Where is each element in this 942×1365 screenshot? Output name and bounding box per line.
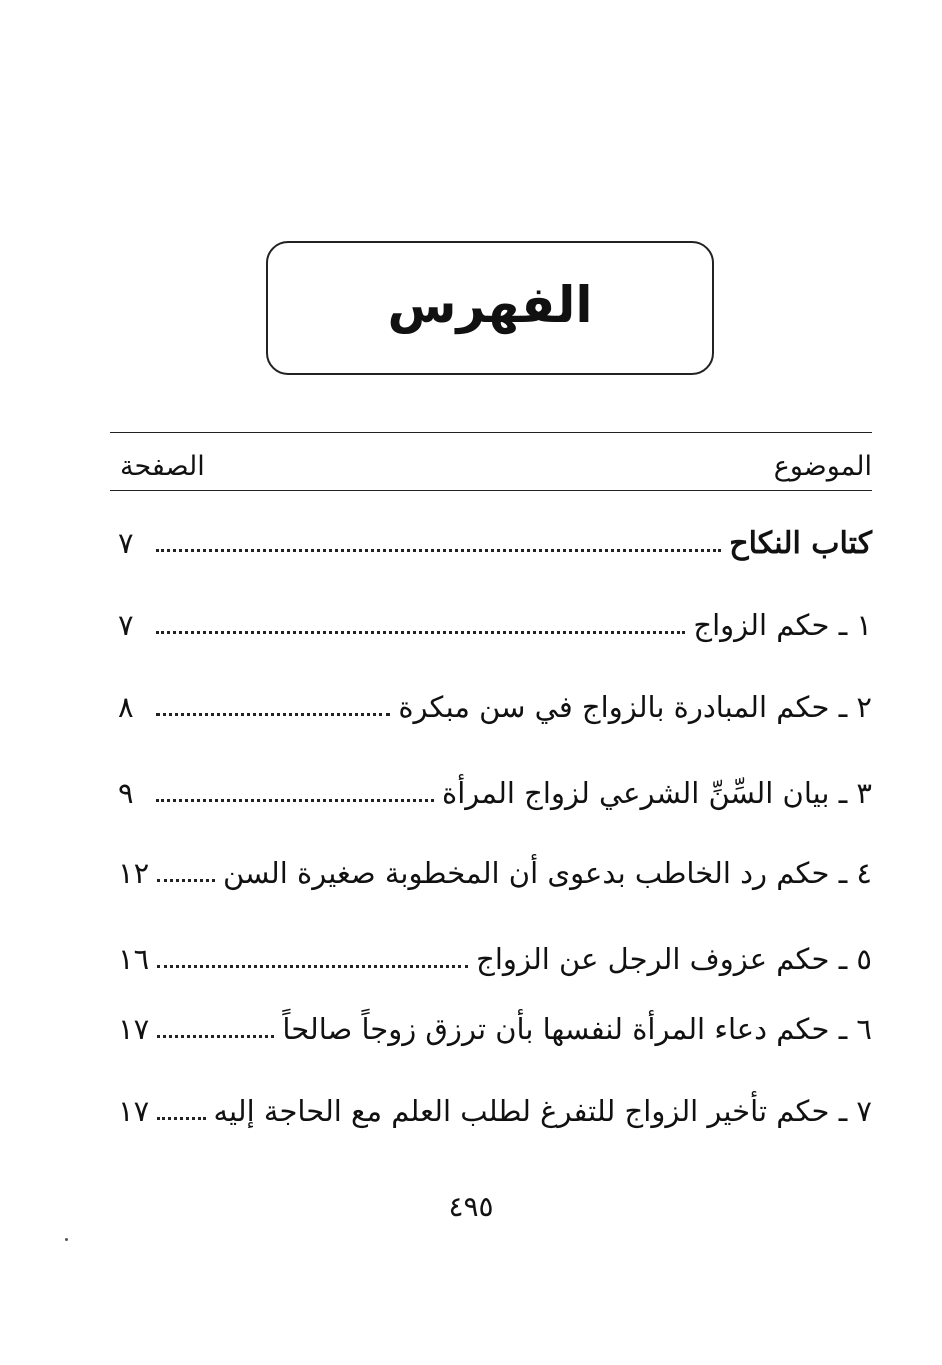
header-top-rule [110,432,872,433]
toc-entry-title: ١ ـ حكم الزواج [693,608,872,642]
dot-leader [156,549,721,552]
dot-leader [156,799,434,802]
title-box [266,241,714,375]
toc-entry-page: ١٢ [118,856,150,890]
dot-leader [156,713,390,716]
dot-leader [157,1117,205,1120]
toc-entry [110,768,872,818]
toc-entry-page: ٧ [118,526,134,560]
toc-entry-page: ٩ [118,776,134,810]
toc-entry-page: ١٧ [118,1012,150,1046]
toc-entry-title: ٦ ـ حكم دعاء المرأة لنفسها بأن ترزق زوجاً صالحاً [282,1012,872,1046]
toc-entry-title: كتاب النكاح [729,525,872,561]
toc-entry-title: ٣ ـ بيان السِّنِّ الشرعي لزواج المرأة [442,776,872,810]
toc-entry [110,1004,872,1054]
header-bottom-rule [110,490,872,491]
page-number: ٤٩٥ [448,1190,494,1223]
toc-entry [110,600,872,650]
page-title: الفهرس [387,276,593,334]
page-column-label: الصفحة [120,450,205,482]
scan-speck [65,1238,68,1241]
toc-entry-title: ٤ ـ حكم رد الخاطب بدعوى أن المخطوبة صغيرة السن [222,856,872,890]
toc-entry [110,682,872,732]
toc-entry [110,518,872,568]
toc-entry [110,934,872,984]
dot-leader [157,879,215,882]
dot-leader [156,631,685,634]
toc-entry-page: ٨ [118,690,134,724]
toc-entry [110,1086,872,1136]
toc-entry [110,848,872,898]
toc-entry-title: ٥ ـ حكم عزوف الرجل عن الزواج [476,942,872,976]
toc-entry-title: ٢ ـ حكم المبادرة بالزواج في سن مبكرة [398,690,872,724]
dot-leader [157,965,468,968]
toc-entry-title: ٧ ـ حكم تأخير الزواج للتفرغ لطلب العلم مع الحاجة إليه [213,1094,872,1128]
toc-entry-page: ١٧ [118,1094,150,1128]
toc-entry-page: ١٦ [118,942,150,976]
toc-entry-page: ٧ [118,608,134,642]
topic-column-label: الموضوع [773,450,872,482]
toc-header [110,446,872,486]
dot-leader [157,1035,274,1038]
